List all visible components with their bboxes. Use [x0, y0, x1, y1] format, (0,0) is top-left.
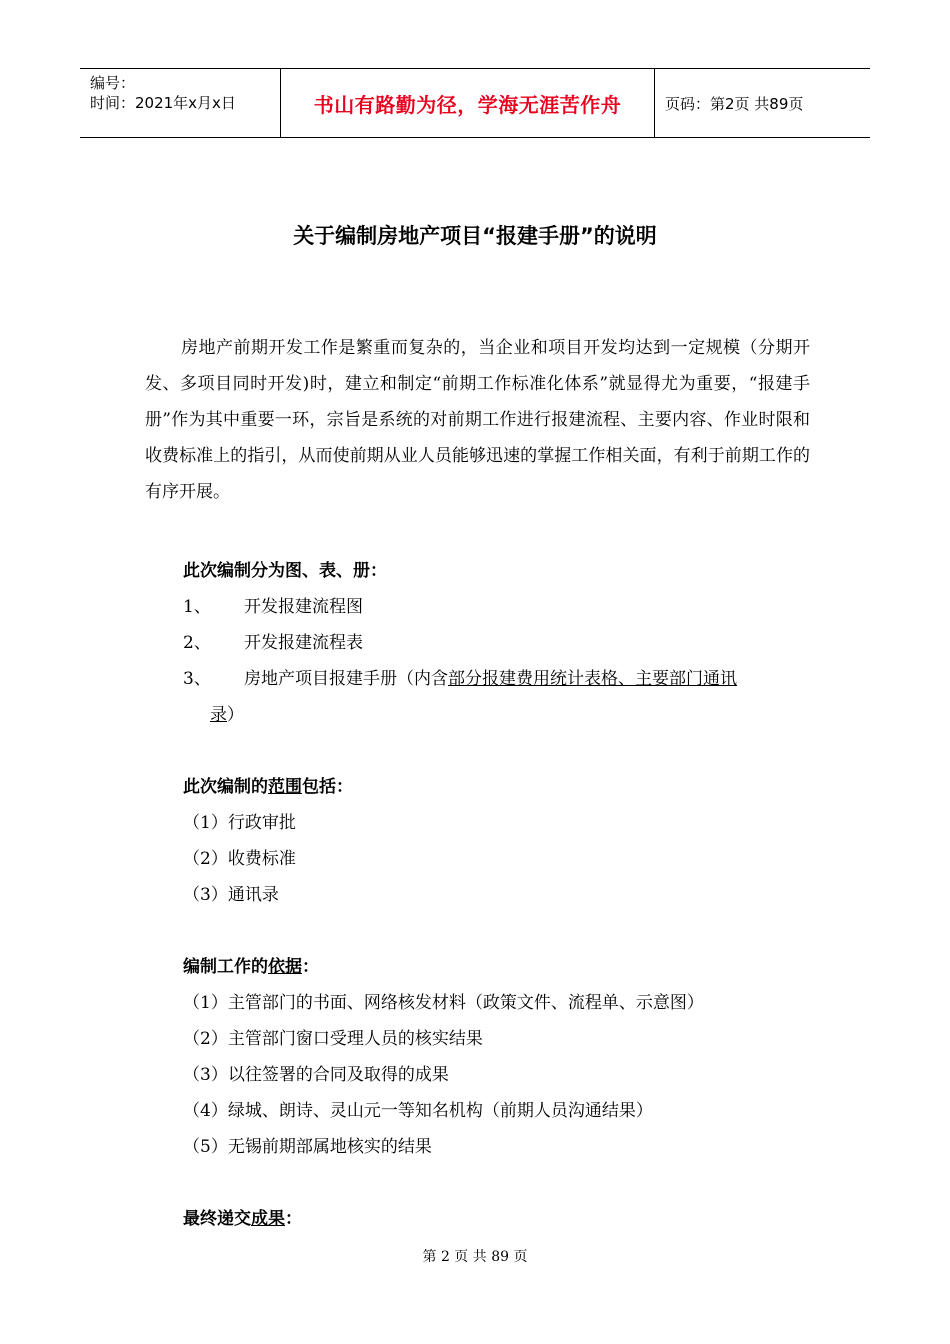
time-label: 时间：2021年x月x日: [90, 94, 236, 112]
header-motto-cell: [281, 69, 655, 137]
list-item: （2）收费标准: [183, 849, 296, 869]
list-item: （4）绿城、朗诗、灵山元一等知名机构（前期人员沟通结果）: [183, 1101, 653, 1121]
section-heading-scope: 此次编制的范围包括：: [183, 777, 353, 797]
page-info: 页码：第2页 共89页: [665, 94, 804, 113]
section-heading-parts: 此次编制分为图、表、册：: [183, 561, 387, 581]
section-heading-deliverables: 最终递交成果：: [183, 1209, 302, 1229]
section-heading-basis: 编制工作的依据：: [183, 957, 319, 977]
list-item: （5）无锡前期部属地核实的结果: [183, 1137, 432, 1157]
header-page-cell: [655, 69, 870, 137]
list-item: （2）主管部门窗口受理人员的核实结果: [183, 1029, 483, 1049]
header-meta: [80, 69, 281, 137]
header-table: [80, 68, 870, 138]
number-label: 编号：: [90, 74, 136, 92]
document-title: 关于编制房地产项目“报建手册”的说明: [293, 224, 657, 248]
intro-paragraph: 房地产前期开发工作是繁重而复杂的，当企业和项目开发均达到一定规模（分期开发、多项目同时开发)时，建立和制定“前期工作标准化体系”就显得尤为重要，“报建手册”作为其中重要一环，宗旨是系统的对前期工作进行报建流程、主要内容、作业时限和收费标准上的指引，从而使前期从业人员能够迅速的掌握工作相关面，有利于前期工作的有序开展。: [145, 338, 810, 502]
list-item: （3）通讯录: [183, 885, 279, 905]
underlined-text: 录: [210, 705, 227, 725]
list-item: （3）以往签署的合同及取得的成果: [183, 1065, 449, 1085]
page-footer: 第 2 页 共 89 页: [422, 1249, 528, 1265]
list-item: （1）主管部门的书面、网络核发材料（政策文件、流程单、示意图）: [183, 993, 704, 1013]
list-item: （1）行政审批: [183, 813, 296, 833]
underlined-text: 部分报建费用统计表格、主要部门通讯: [448, 669, 737, 689]
motto: 书山有路勤为径，学海无涯苦作舟: [313, 92, 622, 117]
